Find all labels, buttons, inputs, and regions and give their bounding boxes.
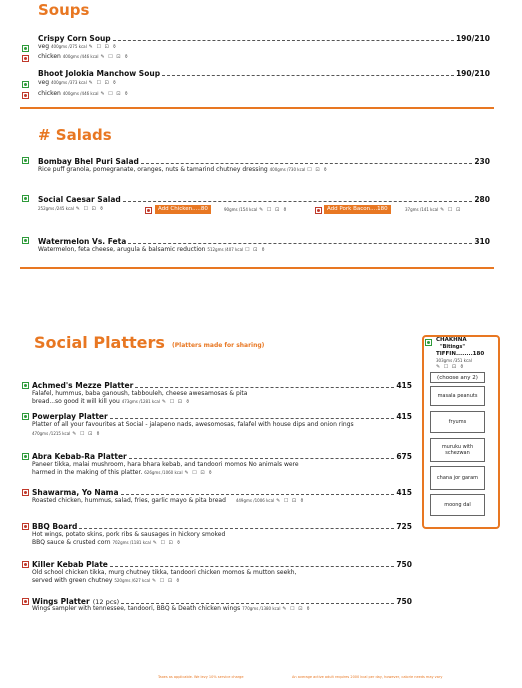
calorie-info: 520gms /627 kcal: [114, 578, 151, 583]
item-description: [32, 497, 305, 505]
description-text: Roasted chicken, hummus, salad, fries, garlic mayo & pita bread: [32, 497, 226, 504]
veg-icon: [22, 195, 29, 202]
calorie-info: [224, 206, 288, 213]
menu-item: [22, 409, 412, 421]
item-price: 415: [396, 488, 412, 497]
description-text: Wings sampler with tennessee, tandoori, BBQ & Death chicken wings: [32, 605, 241, 612]
allergen-icons: ✎ ☐ ⊡ ⚱: [72, 431, 102, 437]
variant-line: [38, 43, 118, 50]
leader-line: [141, 163, 472, 164]
leader-line: [110, 566, 394, 567]
allergen-icons: ✎ ☐ ⊡ ⚱: [276, 498, 305, 504]
item-name: Bhoot Jolokia Manchow Soup: [38, 69, 161, 78]
item-price: 675: [396, 452, 412, 461]
calorie-info: [405, 206, 461, 213]
allergen-icons: ✎ ☐ ⊡ ⚱: [88, 44, 118, 50]
variant-line: [38, 79, 118, 86]
chakhna-option: masala peanuts: [430, 386, 485, 406]
description-text: bread...so good it will kill you: [32, 398, 120, 405]
platters-subtitle: (Platters made for sharing): [172, 342, 265, 349]
item-price: 750: [396, 597, 412, 606]
chakhna-option: fryums: [430, 411, 485, 433]
calorie-info: 400gms /446 kcal: [62, 91, 99, 96]
menu-item: [22, 449, 412, 461]
leader-line: [113, 40, 454, 41]
item-description: [32, 469, 213, 477]
non-veg-icon: [22, 561, 29, 568]
description-text: Rice puff granola, pomegranate, oranges, nuts & tamarind chutney dressing: [38, 166, 268, 173]
calorie-info: 303gms /351 kcal: [436, 358, 472, 363]
calorie-info: 400gms /275 kcal: [50, 44, 87, 49]
choose-any-label: (choose any 2): [430, 372, 485, 383]
item-description: [32, 398, 191, 406]
allergen-icons: ✎ ☐ ⊡ ⚱: [259, 207, 288, 213]
menu-item: [22, 485, 412, 497]
item-price: 190/210: [455, 69, 490, 78]
chakhna-option: muruku with schezwan: [430, 438, 485, 462]
platters-title: Social Platters: [34, 333, 165, 352]
variant-label: veg: [38, 43, 50, 50]
item-price: 750: [396, 560, 412, 569]
add-chicken-addon: Add Chicken.....80: [155, 205, 211, 214]
non-veg-icon: [22, 489, 29, 496]
calorie-info: 770gms /1380 kcal: [242, 606, 281, 611]
item-name: BBQ Board: [32, 522, 78, 531]
allergen-icons: ✎ ☐ ⊡ ⚱: [152, 540, 182, 546]
calorie-info: 626gms /1060 kcal: [144, 470, 183, 475]
leader-line: [123, 201, 473, 202]
variant-label: chicken: [38, 90, 61, 97]
calorie-info: 400gms /446 kcal: [62, 54, 99, 59]
item-name: Killer Kebab Plate: [32, 560, 108, 569]
allergen-icons: ✎ ☐ ⊡ ⚱: [161, 399, 191, 405]
leader-line: [110, 418, 395, 419]
leader-line: [135, 387, 394, 388]
menu-item: [22, 234, 490, 246]
allergen-icons: ☐ ⊡ ⚱: [245, 247, 267, 253]
allergen-icons: ✎ ☐ ⊡: [440, 207, 462, 213]
addon-calories: 37gms /141 kcal: [405, 207, 439, 212]
calorie-info: 400gms /373 kcal: [50, 80, 87, 85]
allergen-icons: ✎ ☐ ⊡ ⚱: [152, 578, 181, 584]
chakhna-subheading: "Bitings": [440, 344, 465, 350]
salads-title: # Salads: [38, 126, 112, 144]
tax-note: Taxes as applicable. We levy 10% service charge: [158, 675, 244, 679]
item-name: Watermelon Vs. Feta: [38, 237, 127, 246]
item-description: [32, 539, 182, 547]
item-name: Abra Kebab-Ra Platter: [32, 452, 127, 461]
soups-title: Soups: [38, 1, 90, 19]
tiffin-price: TIFFIN........180: [436, 351, 485, 357]
veg-icon: [22, 81, 29, 88]
description-text: served with green chutney: [32, 577, 113, 584]
item-name: Shawarma, Yo Nama: [32, 488, 119, 497]
item-name: Social Caesar Salad: [38, 195, 121, 204]
addon-calories: 90gms /154 kcal: [224, 207, 258, 212]
calorie-note: An average active adult requires 2000 kcal per day, however, calorie needs may vary: [292, 675, 443, 679]
calorie-info: 702gms /1181 kcal: [112, 540, 151, 545]
veg-icon: [22, 453, 29, 460]
veg-icon: [22, 413, 29, 420]
item-name-suffix: (12 pcs): [92, 598, 120, 606]
item-price: 230: [474, 157, 490, 166]
non-veg-icon: [22, 523, 29, 530]
veg-icon: [22, 237, 29, 244]
leader-line: [162, 75, 454, 76]
item-name: Crispy Corn Soup: [38, 34, 111, 43]
chakhna-heading: CHAKHNA: [436, 337, 467, 343]
description-text: harmed in the making of this platter.: [32, 469, 143, 476]
item-price: 190/210: [455, 34, 490, 43]
allergen-icons: ✎ ☐ ⊡ ⚱: [75, 206, 105, 212]
section-divider: [20, 267, 494, 269]
calorie-info: 400gms /730 kcal: [269, 167, 306, 172]
item-description: [32, 605, 311, 613]
veg-icon: [425, 339, 432, 346]
section-divider: [20, 107, 494, 109]
leader-line: [121, 603, 394, 604]
non-veg-icon: [315, 207, 322, 214]
item-description: [32, 430, 101, 438]
allergen-icons: ✎ ☐ ⊡ ⚱: [282, 606, 312, 612]
item-price: 280: [474, 195, 490, 204]
item-description: Hot wings, potato skins, pork ribs & sausages in hickory smoked: [32, 531, 226, 538]
veg-icon: [22, 382, 29, 389]
allergen-icons: ✎ ☐ ⊡ ⚱: [436, 364, 465, 370]
allergen-icons: ✎ ☐ ⊡ ⚱: [184, 470, 214, 476]
veg-icon: [22, 157, 29, 164]
variant-label: veg: [38, 79, 50, 86]
allergen-icons: ✎ ☐ ⊡ ⚱: [100, 91, 130, 97]
allergen-icons: ✎ ☐ ⊡ ⚱: [100, 54, 130, 60]
variant-label: chicken: [38, 53, 61, 60]
item-description: Platter of all your favourites at Social - jalapeno nads, awesomosas, falafel with house dips and onion rings: [32, 421, 354, 428]
item-name: Achmed's Mezze Platter: [32, 381, 134, 390]
menu-item: [22, 154, 490, 166]
menu-item: [22, 378, 412, 390]
chakhna-option: moong dal: [430, 494, 485, 516]
item-name: Bombay Bhel Puri Salad: [38, 157, 139, 166]
item-description: [38, 205, 105, 213]
non-veg-icon: [22, 598, 29, 605]
leader-line: [128, 243, 472, 244]
leader-line: [129, 458, 395, 459]
non-veg-icon: [22, 55, 29, 62]
non-veg-icon: [22, 92, 29, 99]
item-description: Falafel, hummus, baba ganoush, tabbouleh, cheese awesamosas & pita: [32, 390, 248, 397]
non-veg-icon: [145, 207, 152, 214]
leader-line: [79, 528, 394, 529]
item-description: [38, 166, 328, 174]
calorie-info: 512gms /407 kcal: [207, 247, 244, 252]
menu-item: [22, 519, 412, 531]
leader-line: [121, 494, 395, 495]
allergen-icons: ✎ ☐ ⊡ ⚱: [88, 80, 118, 86]
allergen-icons: ☐ ⊡ ⚱: [307, 167, 329, 173]
description-text: Watermelon, feta cheese, arugula & balsamic reduction: [38, 246, 206, 253]
menu-item: [22, 557, 412, 569]
menu-item: [22, 66, 490, 78]
item-price: 415: [396, 412, 412, 421]
item-description: [38, 246, 266, 254]
item-name: Powerplay Platter: [32, 412, 108, 421]
variant-line: [38, 90, 129, 97]
calorie-info: 449gms /1006 kcal: [235, 498, 275, 503]
calorie-info: 470gms /1215 kcal: [32, 431, 71, 436]
menu-item: [22, 192, 490, 204]
item-price: 725: [396, 522, 412, 531]
item-description: Paneer tikka, malai mushroom, hara bhara kebab, and tandoori momos No animals were: [32, 461, 299, 468]
add-pork-bacon-addon: Add Pork Bacon....180: [324, 205, 391, 214]
calorie-info: 473gms /1281 kcal: [121, 399, 160, 404]
item-name: Wings Platter: [32, 597, 90, 606]
calorie-info: 252gms /245 kcal: [38, 206, 74, 211]
item-price: 310: [474, 237, 490, 246]
chakhna-option: chana jor garam: [430, 466, 485, 490]
item-price: 415: [396, 381, 412, 390]
item-description: Old school chicken tikka, murg chutney tikka, tandoori chicken momos & mutton seekh,: [32, 569, 297, 576]
item-description: [32, 577, 181, 585]
veg-icon: [22, 45, 29, 52]
variant-line: [38, 53, 129, 60]
menu-item: [22, 31, 490, 43]
description-text: BBQ sauce & crusted corn: [32, 539, 111, 546]
